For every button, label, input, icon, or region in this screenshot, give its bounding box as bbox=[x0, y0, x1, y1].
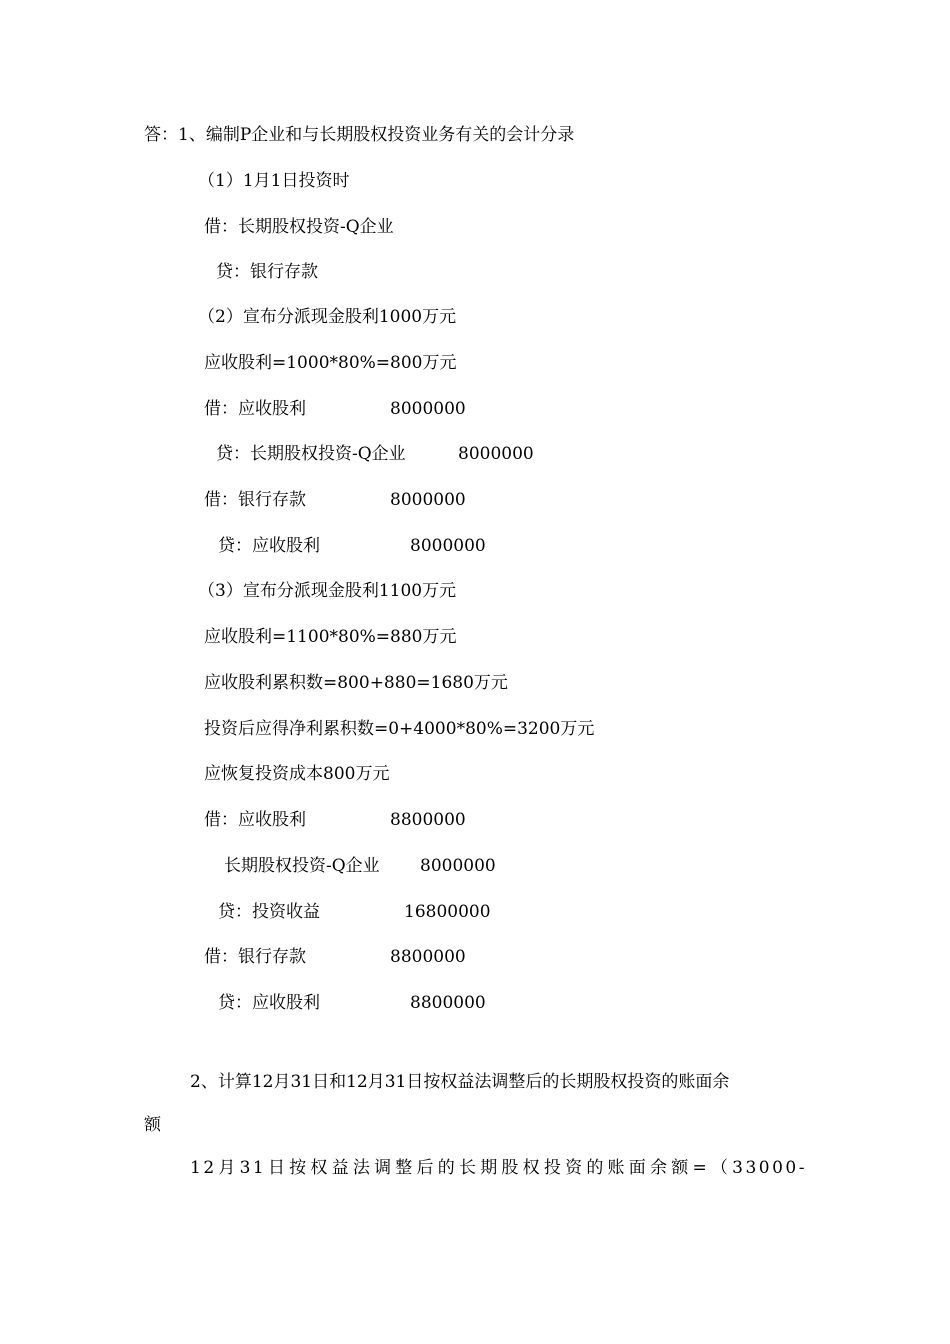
entry-debit: 借：银行存款 bbox=[204, 490, 306, 510]
entry-amount: 8000000 bbox=[420, 856, 496, 876]
entry-debit: 借：应收股利 bbox=[204, 399, 306, 419]
calc-line: 应收股利=1000*80%=800万元 bbox=[204, 353, 457, 373]
entry-amount: 8800000 bbox=[390, 810, 466, 830]
question-2-text: 2、计算12月31日和12月31日按权益法调整后的长期股权投资的账面余 bbox=[190, 1072, 730, 1092]
calc-line: 应收股利累积数=800+880=1680万元 bbox=[204, 673, 508, 693]
calc-line: 应收股利=1100*80%=880万元 bbox=[204, 627, 457, 647]
entry-amount: 8000000 bbox=[410, 536, 486, 556]
step-2-title: （2）宣布分派现金股利1000万元 bbox=[198, 307, 457, 327]
step-1-title: （1）1月1日投资时 bbox=[198, 171, 350, 191]
step-3-title: （3）宣布分派现金股利1100万元 bbox=[198, 581, 457, 601]
entry-credit: 贷：投资收益 bbox=[218, 902, 320, 922]
entry-amount: 8000000 bbox=[390, 490, 466, 510]
balance-formula: 12月31日按权益法调整后的长期股权投资的账面余额=（33000- bbox=[190, 1158, 807, 1178]
question-2-text-cont: 额 bbox=[144, 1115, 161, 1135]
entry-amount: 8800000 bbox=[390, 947, 466, 967]
entry-credit: 贷：应收股利 bbox=[218, 993, 320, 1013]
entry-amount: 8000000 bbox=[458, 444, 534, 464]
entry-credit: 贷：应收股利 bbox=[218, 536, 320, 556]
calc-line: 投资后应得净利累积数=0+4000*80%=3200万元 bbox=[204, 719, 595, 739]
answer-heading: 答：1、编制P企业和与长期股权投资业务有关的会计分录 bbox=[144, 125, 575, 145]
calc-line: 应恢复投资成本800万元 bbox=[204, 764, 390, 784]
entry-debit: 长期股权投资-Q企业 bbox=[224, 856, 380, 876]
entry-amount: 8000000 bbox=[390, 399, 466, 419]
entry-debit: 借：应收股利 bbox=[204, 810, 306, 830]
entry-debit: 借：银行存款 bbox=[204, 947, 306, 967]
entry-amount: 8800000 bbox=[410, 993, 486, 1013]
entry-credit: 贷：银行存款 bbox=[216, 262, 318, 282]
entry-amount: 16800000 bbox=[404, 902, 491, 922]
entry-debit: 借：长期股权投资-Q企业 bbox=[204, 217, 394, 237]
entry-credit: 贷：长期股权投资-Q企业 bbox=[216, 444, 406, 464]
